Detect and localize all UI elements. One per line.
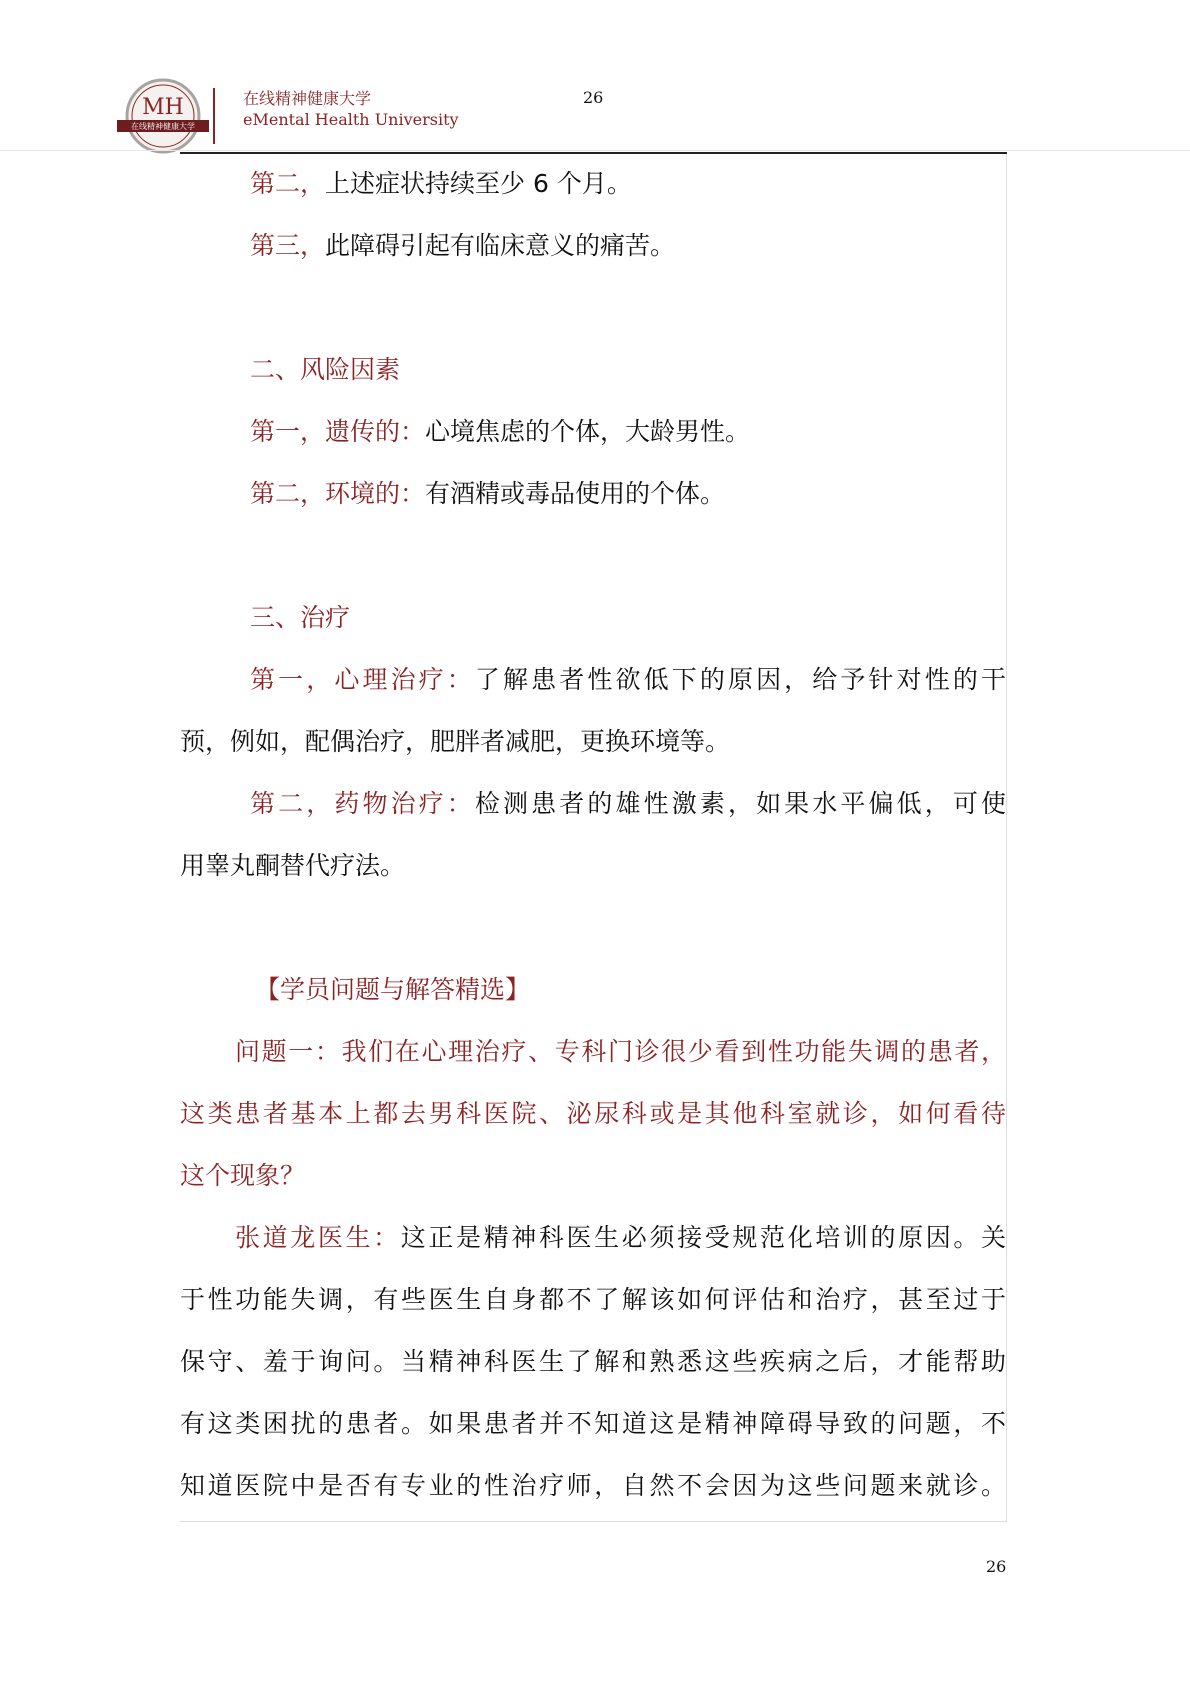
question-line-1: 问题一：我们在心理治疗、专科门诊很少看到性功能失调的患者， <box>235 1037 1006 1066</box>
criterion-3-label: 第三， <box>250 231 326 260</box>
treatment-psych <box>250 664 1006 696</box>
question-line-2: 这类患者基本上都去男科医院、泌尿科或是其他科室就诊，如何看待 <box>180 1099 1006 1128</box>
question-line-3: 这个现象？ <box>180 1161 306 1190</box>
section-heading-risk: 二、风险因素 <box>250 355 401 384</box>
mh-logo <box>117 78 209 156</box>
treatment-drug-cont: 用睾丸酮替代疗法。 <box>180 851 406 880</box>
risk-environment-label: 第二，环境的： <box>250 479 426 508</box>
header-page-number: 26 <box>583 88 604 107</box>
risk-genetic-label: 第一，遗传的： <box>250 417 426 446</box>
answer-label: 张道龙医生： <box>235 1223 401 1252</box>
criterion-2-label: 第二， <box>250 169 326 198</box>
footer-rule <box>180 1521 1007 1522</box>
section-heading-treatment: 三、治疗 <box>250 603 351 632</box>
treatment-drug-label: 第二，药物治疗： <box>250 789 475 818</box>
header-divider <box>213 88 215 144</box>
criterion-3-text: 此障碍引起有临床意义的痛苦。 <box>325 231 676 260</box>
logo-banner: 在线精神健康大学 <box>131 122 195 131</box>
treatment-drug-text: 检测患者的雄性激素，如果水平偏低，可使 <box>474 789 1006 818</box>
page-header <box>0 0 1190 160</box>
treatment-drug <box>250 788 1006 820</box>
qa-title: 【学员问题与解答精选】 <box>255 975 531 1004</box>
answer-first-text: 这正是精神科医生必须接受规范化培训的原因。关 <box>400 1223 1006 1252</box>
risk-genetic <box>250 416 750 448</box>
logo-text: MH <box>142 95 184 120</box>
answer-line-2: 于性功能失调，有些医生自身都不了解该如何评估和治疗，甚至过于 <box>180 1285 1006 1314</box>
brand-name-en: eMental Health University <box>243 110 459 129</box>
brand-name-cn: 在线精神健康大学 <box>243 89 372 108</box>
treatment-psych-cont: 预，例如，配偶治疗，肥胖者减肥，更换环境等。 <box>180 727 731 756</box>
answer-line-3: 保守、羞于询问。当精神科医生了解和熟悉这些疾病之后，才能帮助 <box>180 1347 1006 1376</box>
answer-line-5: 知道医院中是否有专业的性治疗师，自然不会因为这些问题来就诊。 <box>180 1471 1006 1500</box>
criterion-2-text: 上述症状持续至少 6 个月。 <box>325 169 632 198</box>
risk-environment <box>250 478 725 510</box>
answer-line-4: 有这类困扰的患者。如果患者并不知道这是精神障碍导致的问题，不 <box>180 1409 1006 1438</box>
treatment-psych-text: 了解患者性欲低下的原因，给予针对性的干 <box>474 665 1006 694</box>
risk-genetic-text: 心境焦虑的个体，大龄男性。 <box>425 417 751 446</box>
treatment-psych-label: 第一，心理治疗： <box>250 665 475 694</box>
answer-line-1 <box>235 1222 1006 1254</box>
footer-page-number: 26 <box>986 1557 1007 1576</box>
header-rule <box>180 152 1007 154</box>
criterion-2 <box>250 168 632 200</box>
criterion-3 <box>250 230 675 262</box>
right-margin-line <box>1006 154 1007 1521</box>
risk-environment-text: 有酒精或毒品使用的个体。 <box>425 479 726 508</box>
header-thin-line <box>0 150 1190 151</box>
